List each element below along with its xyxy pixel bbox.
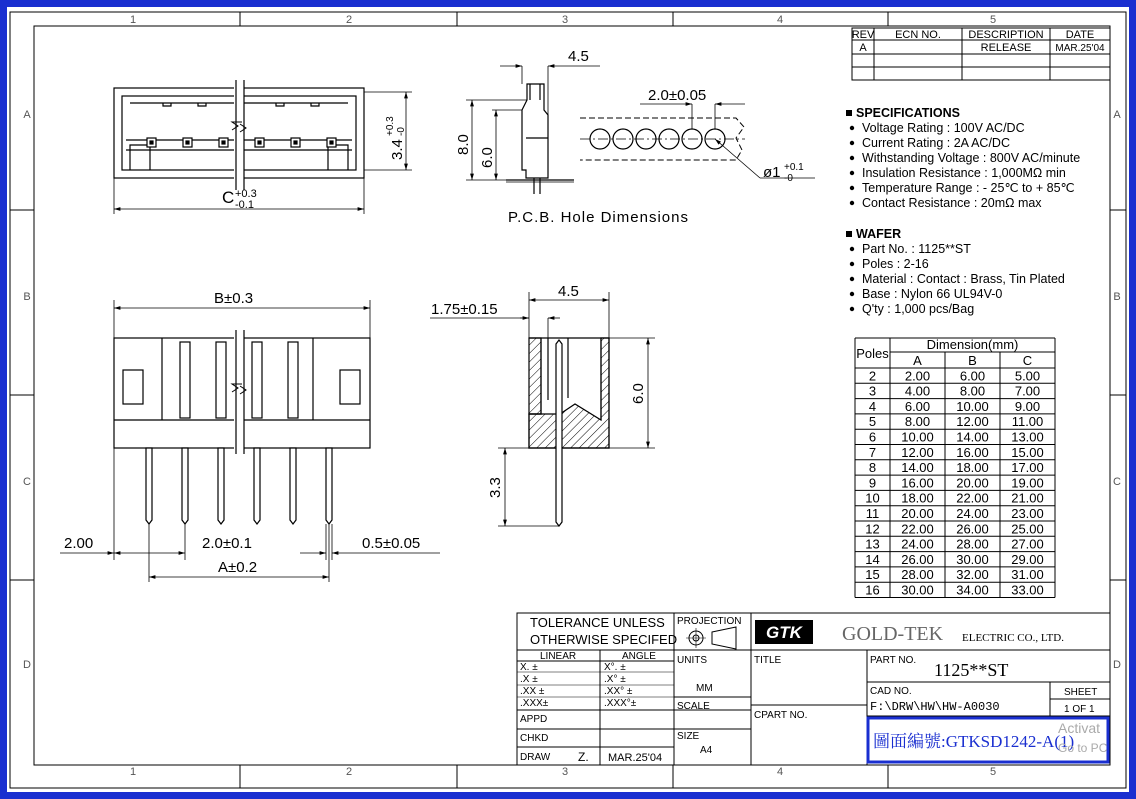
dim-table-b-cell: 32.00 (956, 567, 989, 583)
dim-table-a-cell: 20.00 (901, 506, 934, 521)
grid-row-left-c: C (23, 476, 31, 488)
specifications-heading: SPECIFICATIONS (856, 106, 960, 120)
dim-table-a-cell: 14.00 (901, 460, 934, 476)
front-view-edge-dim: 2.00 (64, 535, 94, 552)
gtk-logo: GTK (766, 623, 802, 642)
dim-table-a-cell: 28.00 (901, 567, 934, 583)
rev-value: A (859, 42, 867, 54)
angle-row-3: .XX° ± (604, 686, 633, 697)
dim-table-poles-cell: 16 (865, 582, 880, 598)
dim-table-c-cell: 9.00 (1014, 398, 1041, 414)
dim-table-b-cell: 20.00 (956, 475, 989, 491)
company-suffix: ELECTRIC CO., LTD. (962, 632, 1064, 644)
dim-table-poles-cell: 11 (865, 506, 880, 521)
dim-table-poles-cell: 7 (868, 444, 877, 460)
wafer-heading: WAFER (856, 227, 902, 241)
dim-table-b-cell: 18.00 (956, 460, 989, 476)
chkd-label: CHKD (520, 733, 549, 744)
section-width-dim: 4.5 (558, 283, 579, 300)
dim-table-c-cell: 19.00 (1011, 475, 1044, 491)
top-view-width-tol-plus: +0.3 (235, 188, 257, 200)
angle-header: ANGLE (622, 651, 656, 662)
wafer-item-4: Base : Nylon 66 UL94V-0 (862, 287, 1003, 301)
linear-row-2: .X ± (520, 674, 538, 685)
pcb-caption: P.C.B. Hole Dimensions (508, 209, 689, 226)
grid-col-top-5: 5 (989, 14, 997, 26)
spec-item-4: Insulation Resistance : 1,000MΩ min (862, 166, 1066, 180)
dim-table-poles-cell: 4 (868, 398, 877, 414)
grid-col-top-2: 2 (345, 14, 353, 26)
dim-table-b-cell: 6.00 (959, 368, 986, 384)
dim-table-poles-cell: 8 (868, 460, 877, 476)
dim-table-b-cell: 8.00 (959, 383, 986, 399)
units-label: UNITS (677, 655, 707, 666)
dim-table-c-cell: 21.00 (1011, 490, 1044, 506)
linear-header: LINEAR (540, 651, 577, 662)
sheet-label: SHEET (1064, 687, 1098, 698)
dim-table-a-cell: 4.00 (904, 383, 931, 399)
grid-col-top-1: 1 (129, 14, 137, 26)
grid-row-right-c: C (1113, 476, 1121, 488)
dim-table-poles-cell: 12 (865, 521, 880, 537)
dim-table-a-cell: 26.00 (901, 551, 934, 567)
grid-col-bottom-3: 3 (561, 766, 569, 778)
pcb-hole-label: ø1 (763, 164, 781, 181)
side-view-height-dim-2: 6.0 (479, 147, 496, 168)
tolerance-line1: TOLERANCE UNLESS (530, 615, 665, 630)
front-view-pitch-dim: 2.0±0.1 (202, 535, 252, 552)
dim-table-b-cell: 24.00 (956, 506, 989, 521)
dim-table-c-cell: 15.00 (1011, 444, 1044, 460)
dim-table-c-cell: 17.00 (1011, 460, 1044, 476)
dim-table-poles-cell: 15 (865, 567, 880, 583)
side-view-height-dim-1: 8.0 (455, 134, 472, 155)
dim-table-b-cell: 22.00 (956, 490, 989, 506)
dim-table-a-cell: 10.00 (901, 429, 934, 445)
part-number: 1125**ST (934, 660, 1009, 680)
wafer-item-5: Q'ty : 1,000 pcs/Bag (862, 302, 975, 316)
rev-date: MAR.25'04 (1055, 43, 1105, 54)
grid-col-bottom-5: 5 (989, 766, 997, 778)
wafer-item-3: Material : Contact : Brass, Tin Plated (862, 272, 1065, 286)
grid-row-right-b: B (1113, 291, 1121, 303)
dim-table-a-cell: 18.00 (901, 490, 934, 506)
draw-label: DRAW (520, 752, 551, 763)
dim-table-a-cell: 12.00 (901, 444, 934, 460)
dim-table-col-a: A (913, 353, 922, 368)
dim-table-a-cell: 16.00 (901, 475, 934, 491)
watermark-line-2: Go to PC (1058, 741, 1108, 755)
dim-table-col-b: B (968, 353, 977, 368)
size-value: A4 (700, 745, 713, 756)
part-label: PART NO. (870, 655, 917, 666)
rev-header-rev: REV (851, 29, 875, 41)
dim-table-c-cell: 31.00 (1011, 567, 1044, 583)
grid-col-bottom-2: 2 (345, 766, 353, 778)
grid-col-bottom-4: 4 (776, 766, 784, 778)
dim-table-poles-cell: 9 (868, 475, 877, 491)
cpart-label: CPART NO. (754, 710, 808, 721)
dim-table-c-cell: 27.00 (1011, 536, 1044, 552)
grid-row-left-a: A (23, 109, 31, 121)
dim-table-poles-cell: 3 (868, 383, 877, 399)
drawing-number: 圖面編號:GTKSD1242-A(1) (873, 732, 1075, 751)
dim-table-a-cell: 6.00 (904, 398, 931, 414)
linear-row-1: X. ± (520, 662, 538, 673)
rev-header-date: DATE (1065, 29, 1095, 41)
dim-table-b-cell: 30.00 (956, 551, 989, 567)
scale-label: SCALE (677, 701, 710, 712)
dim-table-a-cell: 24.00 (901, 536, 934, 552)
grid-col-top-3: 3 (561, 14, 569, 26)
size-label: SIZE (677, 731, 700, 742)
front-view-pin-dim: 0.5±0.05 (362, 535, 421, 552)
grid-col-top-4: 4 (776, 14, 784, 26)
dim-table-poles-cell: 13 (865, 536, 880, 552)
dim-table-b-cell: 10.00 (956, 398, 989, 414)
dim-table-b-cell: 26.00 (956, 521, 989, 537)
top-view-height-tol-plus: +0.3 (385, 116, 396, 136)
appd-label: APPD (520, 714, 548, 725)
dim-table-a-cell: 2.00 (904, 368, 931, 384)
dim-table-col-c: C (1022, 353, 1033, 368)
wafer-item-2: Poles : 2-16 (862, 257, 929, 271)
grid-col-bottom-1: 1 (129, 766, 137, 778)
spec-item-2: Current Rating : 2A AC/DC (862, 136, 1010, 150)
dim-table-c-cell: 7.00 (1014, 383, 1041, 399)
angle-row-4: .XXX°± (604, 698, 637, 709)
dim-table-b-cell: 28.00 (956, 536, 989, 552)
dim-table-poles-header: Poles (856, 346, 889, 361)
grid-row-left-b: B (23, 291, 31, 303)
dim-table-c-cell: 33.00 (1011, 582, 1044, 598)
pcb-hole-tol-plus: +0.1 (784, 162, 804, 173)
dim-table-c-cell: 5.00 (1014, 368, 1041, 384)
dim-table-poles-cell: 10 (865, 490, 880, 506)
draw-by: Z. (578, 750, 589, 764)
top-view-height-label: 3.4 (389, 139, 406, 160)
front-view-a-dim: A±0.2 (218, 559, 258, 576)
angle-row-1: X°. ± (604, 662, 626, 673)
side-view-width-dim: 4.5 (568, 48, 589, 65)
section-height-dim: 6.0 (630, 383, 647, 404)
dim-table-a-cell: 8.00 (904, 414, 931, 430)
dim-table-group-header: Dimension(mm) (926, 337, 1019, 352)
dim-table-b-cell: 12.00 (956, 414, 989, 430)
dim-table-a-cell: 30.00 (901, 582, 934, 598)
cad-label: CAD NO. (870, 686, 912, 697)
units-value: MM (696, 683, 713, 694)
pcb-pitch-dim: 2.0±0.05 (648, 87, 707, 104)
spec-item-6: Contact Resistance : 20mΩ max (862, 196, 1042, 210)
dim-table-a-cell: 22.00 (901, 521, 934, 537)
top-view-height-tol-minus: -0 (396, 127, 407, 136)
dim-table-poles-cell: 5 (868, 414, 877, 430)
projection-label: PROJECTION (677, 616, 742, 627)
draw-date: MAR.25'04 (608, 752, 663, 764)
top-view-width-tol-minus: -0.1 (235, 199, 254, 211)
dim-table-c-cell: 25.00 (1011, 521, 1044, 537)
tolerance-line2: OTHERWISE SPECIFED (530, 632, 678, 647)
spec-item-3: Withstanding Voltage : 800V AC/minute (862, 151, 1081, 165)
dim-table-c-cell: 13.00 (1011, 429, 1044, 445)
dim-table-poles-cell: 6 (868, 429, 877, 445)
company-name: GOLD-TEK (842, 623, 944, 645)
dim-table-poles-cell: 2 (868, 368, 877, 384)
angle-row-2: .X° ± (604, 674, 626, 685)
spec-item-5: Temperature Range : - 25℃ to + 85℃ (862, 181, 1075, 195)
dim-table-b-cell: 34.00 (956, 582, 989, 598)
dim-table-c-cell: 29.00 (1011, 551, 1044, 567)
sheet-value: 1 OF 1 (1064, 704, 1095, 715)
wafer-item-1: Part No. : 1125**ST (862, 242, 971, 256)
grid-row-right-d: D (1113, 659, 1121, 671)
dim-table-b-cell: 14.00 (956, 429, 989, 445)
linear-row-4: .XXX± (520, 698, 549, 709)
title-label: TITLE (754, 655, 782, 666)
rev-header-description: DESCRIPTION (968, 29, 1044, 41)
section-offset-dim: 1.75±0.15 (431, 301, 498, 318)
watermark-line-1: Activat (1058, 720, 1101, 736)
spec-item-1: Voltage Rating : 100V AC/DC (862, 121, 1025, 135)
rev-header-ecn: ECN NO. (895, 29, 941, 41)
linear-row-3: .XX ± (520, 686, 545, 697)
dim-table-b-cell: 16.00 (956, 444, 989, 460)
grid-row-right-a: A (1113, 109, 1121, 121)
section-pin-dim: 3.3 (487, 477, 504, 498)
pcb-hole-tol-minus: -0 (784, 173, 793, 184)
cad-number: F:\DRW\HW\HW-A0030 (870, 700, 1000, 714)
rev-description: RELEASE (980, 42, 1032, 54)
front-view-b-dim: B±0.3 (214, 290, 254, 307)
top-view-width-label: C (222, 188, 235, 207)
dim-table-c-cell: 11.00 (1011, 414, 1044, 430)
grid-row-left-d: D (23, 659, 31, 671)
dim-table-poles-cell: 14 (865, 551, 880, 567)
dim-table-c-cell: 23.00 (1011, 506, 1044, 521)
